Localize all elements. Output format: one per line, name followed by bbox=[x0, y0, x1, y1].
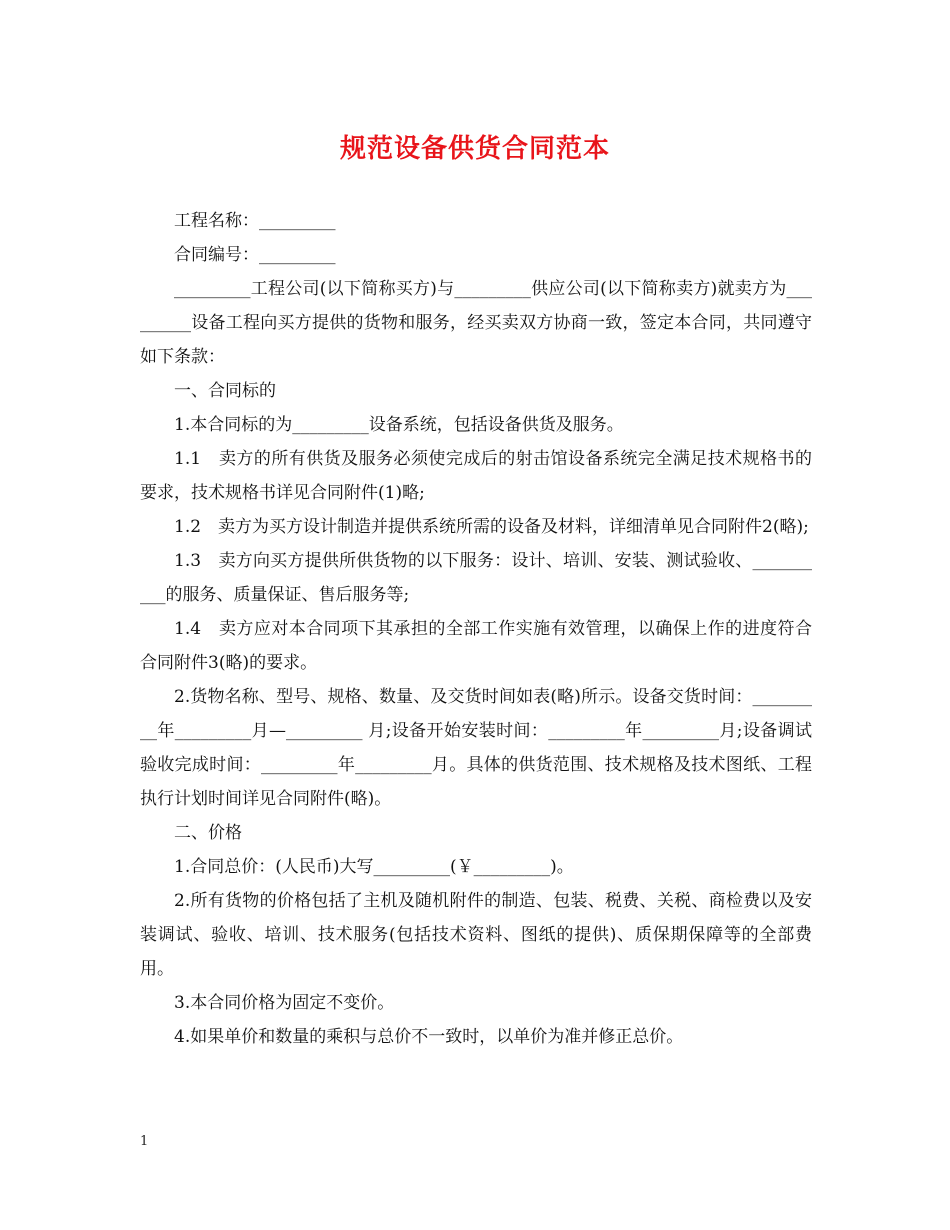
parties-paragraph: _________工程公司(以下简称买方)与_________供应公司(以下简称卖方)就卖方为_________设备工程向买方提供的货物和服务，经买卖双方协商一致，签定本合同，共同遵守如下条款： bbox=[140, 279, 812, 367]
contract-number-line: 合同编号：_________ bbox=[174, 245, 336, 265]
clause-1-4: 1.4 卖方应对本合同项下其承担的全部工作实施有效管理，以确保上作的进度符合合同附件3(略)的要求。 bbox=[140, 619, 812, 673]
clause-2-delivery: 2.货物名称、型号、规格、数量、及交货时间如表(略)所示。设备交货时间：_________年_________月—_________ 月;设备开始安装时间：_________年_________月;设备调试验收完成时间：_________年_________月。具体的供货范围、技术规格及技术图纸、工程执行计划时间详见合同附件(略)。 bbox=[140, 687, 812, 809]
price-clause-3: 3.本合同价格为固定不变价。 bbox=[174, 993, 395, 1013]
document-title: 规范设备供货合同范本 bbox=[339, 134, 610, 164]
section-heading-subject: 一、合同标的 bbox=[174, 381, 276, 401]
page-number: 1 bbox=[140, 1134, 149, 1149]
clause-1: 1.本合同标的为_________设备系统，包括设备供货及服务。 bbox=[174, 415, 624, 435]
price-clause-4: 4.如果单价和数量的乘积与总价不一致时，以单价为准并修正总价。 bbox=[174, 1027, 684, 1047]
contract-body bbox=[140, 204, 812, 1054]
clause-1-2: 1.2 卖方为买方设计制造并提供系统所需的设备及材料，详细清单见合同附件2(略); bbox=[174, 517, 809, 537]
price-clause-1: 1.合同总价：(人民币)大写_________(￥_________)。 bbox=[174, 857, 574, 877]
section-heading-price: 二、价格 bbox=[174, 823, 242, 843]
clause-1-1: 1.1 卖方的所有供货及服务必须使完成后的射击馆设备系统完全满足技术规格书的要求，技术规格书详见合同附件(1)略; bbox=[140, 449, 812, 503]
price-clause-2: 2.所有货物的价格包括了主机及随机附件的制造、包装、税费、关税、商检费以及安装调试、验收、培训、技术服务(包括技术资料、图纸的提供)、质保期保障等的全部费用。 bbox=[140, 891, 812, 979]
clause-1-3: 1.3 卖方向买方提供所供货物的以下服务：设计、培训、安装、测试验收、__________的服务、质量保证、售后服务等; bbox=[140, 551, 812, 605]
project-name-line: 工程名称：_________ bbox=[174, 211, 336, 231]
